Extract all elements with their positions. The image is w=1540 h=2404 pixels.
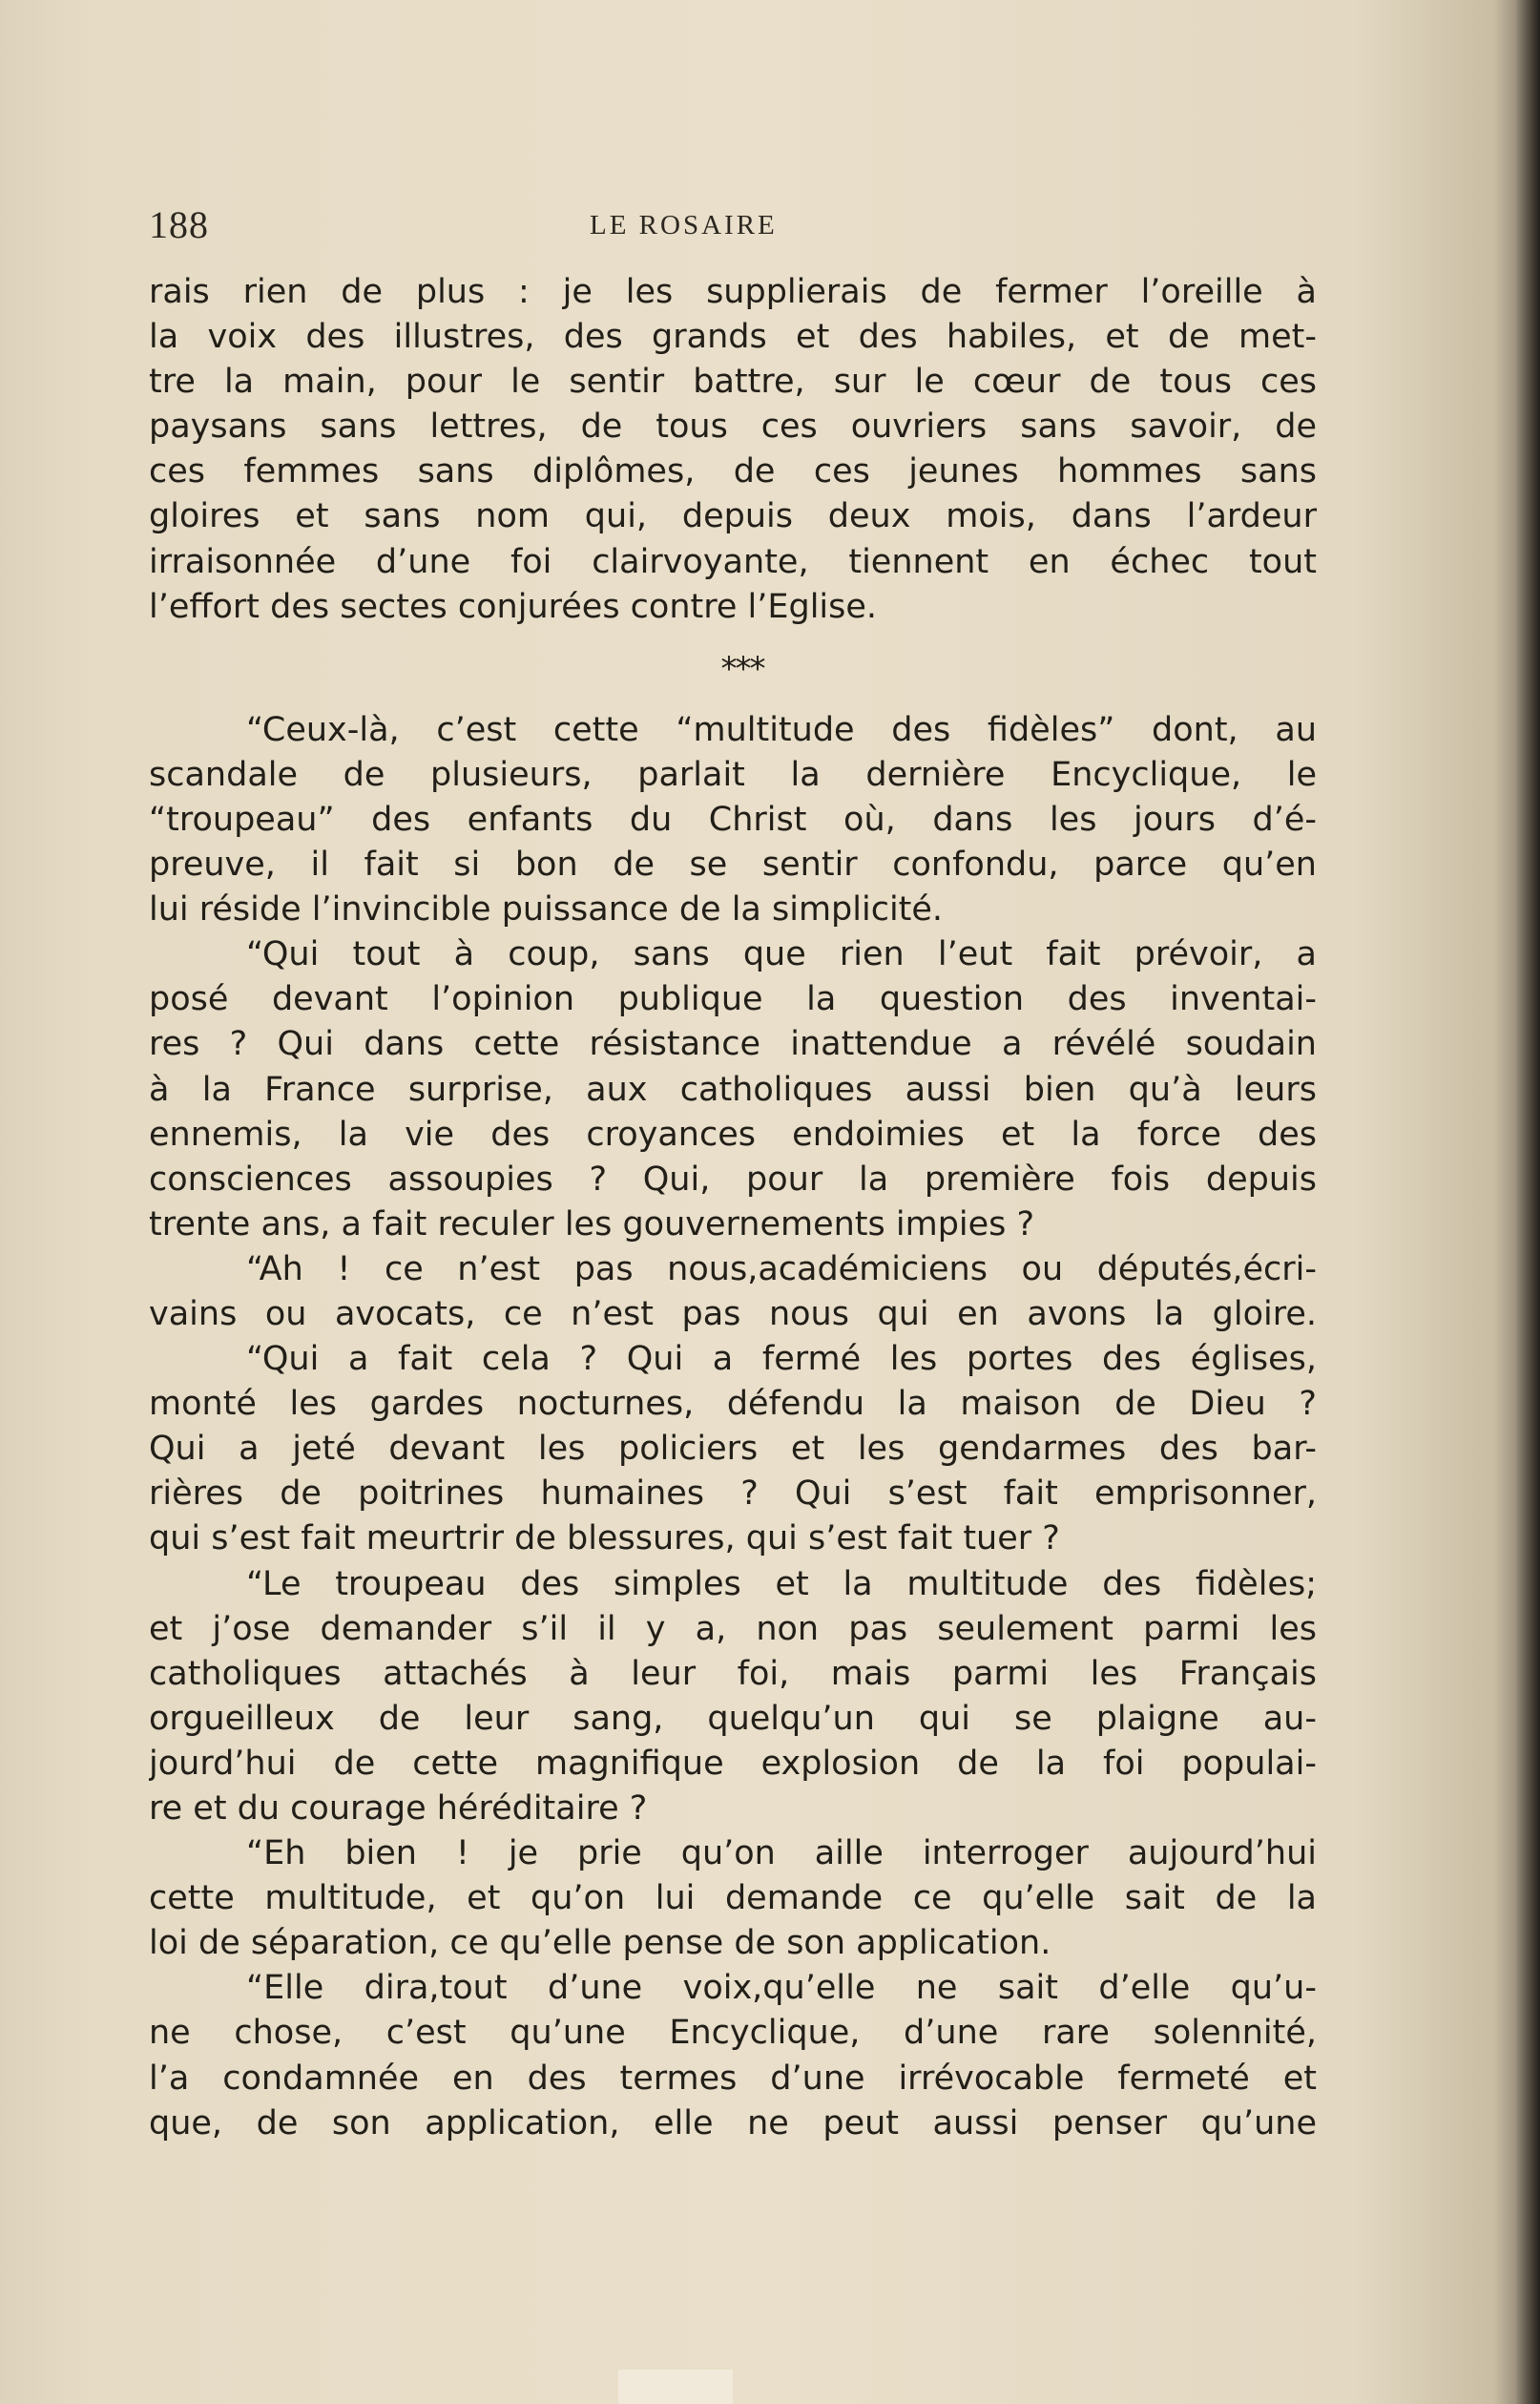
- text-line: “Elle dira,tout d’une voix,qu’elle ne sait d’elle qu’u-: [246, 1969, 1317, 2008]
- text-line: cette multitude, et qu’on lui demande ce qu’elle sait de la: [149, 1879, 1317, 1918]
- page-number: 188: [149, 203, 209, 246]
- text-line: ennemis, la vie des croyances endoimies et la force des: [149, 1115, 1317, 1154]
- text-line: monté les gardes nocturnes, défendu la maison de Dieu ?: [149, 1385, 1317, 1424]
- text-line: consciences assoupies ? Qui, pour la première fois depuis: [149, 1160, 1317, 1199]
- text-line: ne chose, c’est qu’une Encyclique, d’une rare solennité,: [149, 2014, 1317, 2053]
- text-line: “Ah ! ce n’est pas nous,académiciens ou députés,écri-: [246, 1249, 1317, 1288]
- text-line: loi de séparation, ce qu’elle pense de son application.: [149, 1924, 1051, 1963]
- page-edge-shadow: [1515, 0, 1540, 2404]
- text-line: gloires et sans nom qui, depuis deux mois, dans l’ardeur: [149, 497, 1317, 536]
- text-line: jourd’hui de cette magnifique explosion de la foi populai-: [149, 1744, 1317, 1783]
- text-line: “Le troupeau des simples et la multitude des fidèles;: [246, 1564, 1317, 1603]
- text-line: posé devant l’opinion publique la question des inventai-: [149, 980, 1317, 1019]
- text-line: catholiques attachés à leur foi, mais parmi les Français: [149, 1654, 1317, 1693]
- text-line: ces femmes sans diplômes, de ces jeunes hommes sans: [149, 452, 1317, 491]
- paper-patch: [618, 2370, 733, 2404]
- text-line: la voix des illustres, des grands et des habiles, et de met-: [149, 318, 1317, 357]
- text-line: scandale de plusieurs, parlait la dernière Encyclique, le: [149, 755, 1317, 794]
- text-line: trente ans, a fait reculer les gouvernements impies ?: [149, 1204, 1035, 1244]
- text-line: lui réside l’invincible puissance de la simplicité.: [149, 890, 944, 930]
- text-line: paysans sans lettres, de tous ces ouvriers sans savoir, de: [149, 408, 1317, 447]
- asterism-ornament: ***: [720, 649, 764, 688]
- text-line: “Qui tout à coup, sans que rien l’eut fait prévoir, a: [246, 935, 1317, 974]
- text-line: “troupeau” des enfants du Christ où, dans les jours d’é-: [149, 800, 1317, 839]
- text-line: irraisonnée d’une foi clairvoyante, tiennent en échec tout: [149, 542, 1317, 581]
- text-line: “Ceux-là, c’est cette “multitude des fidèles” dont, au: [246, 710, 1317, 749]
- text-line: re et du courage héréditaire ?: [149, 1789, 648, 1828]
- text-line: rais rien de plus : je les supplierais de fermer l’oreille à: [149, 273, 1317, 311]
- text-line: orgueilleux de leur sang, quelqu’un qui se plaigne au-: [149, 1699, 1317, 1738]
- text-line: rières de poitrines humaines ? Qui s’est fait emprisonner,: [149, 1474, 1317, 1514]
- text-line: et j’ose demander s’il il y a, non pas seulement parmi les: [149, 1609, 1317, 1648]
- text-line: tre la main, pour le sentir battre, sur le cœur de tous ces: [149, 363, 1317, 402]
- text-line: res ? Qui dans cette résistance inattendue a révélé soudain: [149, 1025, 1317, 1064]
- text-line: “Qui a fait cela ? Qui a fermé les portes des églises,: [246, 1340, 1317, 1379]
- text-line: “Eh bien ! je prie qu’on aille interroger aujourd’hui: [246, 1834, 1317, 1873]
- text-line: preuve, il fait si bon de se sentir confondu, parce qu’en: [149, 846, 1317, 885]
- text-line: que, de son application, elle ne peut aussi penser qu’une: [149, 2103, 1317, 2143]
- text-line: l’a condamnée en des termes d’une irrévocable fermeté et: [149, 2059, 1317, 2098]
- text-line: Qui a jeté devant les policiers et les gendarmes des bar-: [149, 1430, 1317, 1469]
- running-head: [149, 202, 1309, 248]
- text-line: l’effort des sectes conjurées contre l’Eglise.: [149, 587, 878, 626]
- text-line: vains ou avocats, ce n’est pas nous qui en avons la gloire.: [149, 1294, 1317, 1333]
- text-line: à la France surprise, aux catholiques aussi bien qu’à leurs: [149, 1070, 1317, 1109]
- body-text: [149, 270, 1317, 2146]
- running-title: LE ROSAIRE: [590, 210, 778, 240]
- text-line: qui s’est fait meurtrir de blessures, qui s’est fait tuer ?: [149, 1519, 1060, 1558]
